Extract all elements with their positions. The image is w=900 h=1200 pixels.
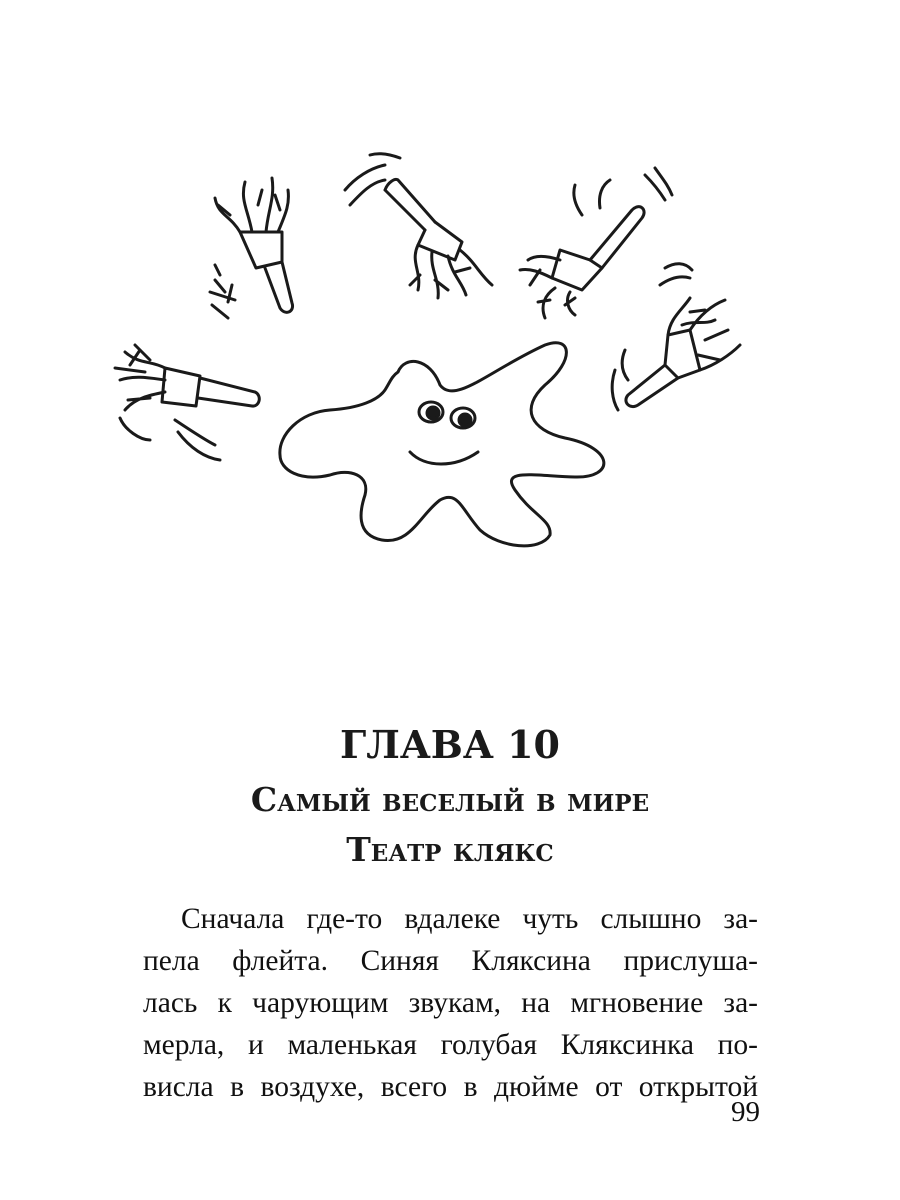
torch-left-icon — [115, 345, 259, 460]
body-line: мерла, и маленькая голубая Кляксинка по- — [143, 1029, 758, 1061]
smile — [410, 452, 478, 464]
body-line: Сначала где-то вдалеке чуть слышно за- — [181, 903, 758, 935]
body-line: лась к чарующим звукам, на мгновение за- — [143, 987, 758, 1019]
chapter-title-line-1: Самый веселый в мире — [250, 780, 650, 819]
ink-blot-outline — [280, 343, 604, 546]
torch-right-icon — [612, 264, 740, 410]
page-number: 99 — [731, 1096, 760, 1128]
torch-top-middle-icon — [345, 154, 492, 298]
ink-blot-character — [280, 343, 604, 546]
body-line: висла в воздухе, всего в дюйме от открытой — [143, 1071, 758, 1103]
torch-top-right-icon — [520, 168, 672, 318]
body-line: пела флейта. Синяя Кляксина прислуша- — [143, 945, 758, 977]
chapter-number: ГЛАВА 10 — [340, 722, 560, 767]
chapter-title-line-2: Театр клякс — [346, 830, 554, 869]
torch-upper-left-icon — [210, 178, 293, 318]
body-text — [143, 898, 758, 1108]
